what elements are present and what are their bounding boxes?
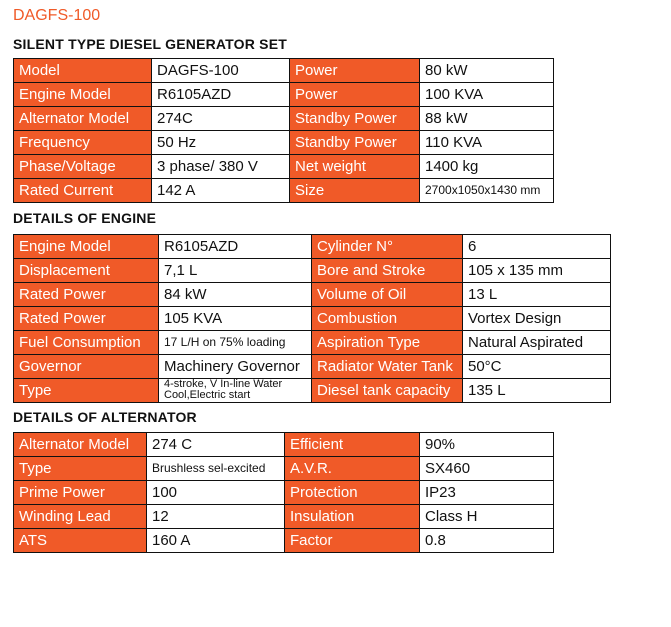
spec-label: Efficient (285, 433, 420, 457)
spec-value: IP23 (420, 481, 554, 505)
engine-spec-table (13, 234, 611, 403)
spec-value: R6105AZD (152, 83, 290, 107)
section-heading-alternator: DETAILS OF ALTERNATOR (13, 409, 197, 425)
spec-label: Winding Lead (14, 505, 147, 529)
table-row (14, 83, 554, 107)
spec-value: 142 A (152, 179, 290, 203)
spec-label: Displacement (14, 259, 159, 283)
table-row (14, 283, 611, 307)
spec-label: Governor (14, 355, 159, 379)
spec-label: Engine Model (14, 235, 159, 259)
spec-label: ATS (14, 529, 147, 553)
table-row (14, 505, 554, 529)
spec-label: Standby Power (290, 107, 420, 131)
table-row (14, 235, 611, 259)
spec-value: 7,1 L (159, 259, 312, 283)
spec-label: Standby Power (290, 131, 420, 155)
table-row (14, 107, 554, 131)
spec-value: 88 kW (420, 107, 554, 131)
spec-value: Brushless sel-excited (147, 457, 285, 481)
spec-label: Fuel Consumption (14, 331, 159, 355)
spec-value: 6 (463, 235, 611, 259)
table-row (14, 307, 611, 331)
table-row (14, 59, 554, 83)
spec-label: Type (14, 457, 147, 481)
spec-value: 274 C (147, 433, 285, 457)
spec-label: Combustion (312, 307, 463, 331)
spec-value: 135 L (463, 379, 611, 403)
spec-label: Power (290, 59, 420, 83)
spec-label: Cylinder N° (312, 235, 463, 259)
spec-value: Natural Aspirated (463, 331, 611, 355)
spec-label: Diesel tank capacity (312, 379, 463, 403)
table-row (14, 529, 554, 553)
spec-value: 50°C (463, 355, 611, 379)
spec-value: 1400 kg (420, 155, 554, 179)
page-title: DAGFS-100 (13, 7, 101, 24)
table-row (14, 259, 611, 283)
spec-label: Volume of Oil (312, 283, 463, 307)
spec-label: Power (290, 83, 420, 107)
spec-value: 100 (147, 481, 285, 505)
spec-value: DAGFS-100 (152, 59, 290, 83)
spec-value: 274C (152, 107, 290, 131)
spec-label: Type (14, 379, 159, 403)
spec-value: 2700x1050x1430 mm (420, 179, 554, 203)
table-row (14, 155, 554, 179)
section-heading-generator: SILENT TYPE DIESEL GENERATOR SET (13, 36, 287, 52)
spec-label: Net weight (290, 155, 420, 179)
spec-value: 105 x 135 mm (463, 259, 611, 283)
spec-value: Vortex Design (463, 307, 611, 331)
spec-label: Engine Model (14, 83, 152, 107)
spec-label: Prime Power (14, 481, 147, 505)
section-heading-engine: DETAILS OF ENGINE (13, 210, 157, 226)
spec-label: Alternator Model (14, 107, 152, 131)
spec-label: Rated Current (14, 179, 152, 203)
spec-value: 50 Hz (152, 131, 290, 155)
spec-label: Insulation (285, 505, 420, 529)
spec-label: Aspiration Type (312, 331, 463, 355)
spec-value: 90% (420, 433, 554, 457)
table-row (14, 481, 554, 505)
spec-label: Model (14, 59, 152, 83)
spec-label: Protection (285, 481, 420, 505)
spec-value: 13 L (463, 283, 611, 307)
table-row (14, 457, 554, 481)
spec-value: 4-stroke, V In-line Water Cool,Electric start (159, 379, 312, 403)
spec-label: Rated Power (14, 307, 159, 331)
spec-value: 3 phase/ 380 V (152, 155, 290, 179)
generator-spec-table (13, 58, 554, 203)
spec-label: A.V.R. (285, 457, 420, 481)
table-row (14, 331, 611, 355)
spec-label: Bore and Stroke (312, 259, 463, 283)
spec-value: SX460 (420, 457, 554, 481)
spec-value: 12 (147, 505, 285, 529)
table-row (14, 179, 554, 203)
spec-value: Class H (420, 505, 554, 529)
table-row (14, 379, 611, 403)
spec-value: 160 A (147, 529, 285, 553)
spec-value: 17 L/H on 75% loading (159, 331, 312, 355)
table-row (14, 131, 554, 155)
spec-label: Phase/Voltage (14, 155, 152, 179)
spec-value: 80 kW (420, 59, 554, 83)
spec-label: Frequency (14, 131, 152, 155)
spec-value: 0.8 (420, 529, 554, 553)
spec-label: Factor (285, 529, 420, 553)
spec-label: Radiator Water Tank (312, 355, 463, 379)
spec-value: Machinery Governor (159, 355, 312, 379)
spec-value: R6105AZD (159, 235, 312, 259)
spec-label: Rated Power (14, 283, 159, 307)
alternator-spec-table (13, 432, 554, 553)
spec-value: 105 KVA (159, 307, 312, 331)
spec-value: 84 kW (159, 283, 312, 307)
spec-value: 100 KVA (420, 83, 554, 107)
spec-value: 110 KVA (420, 131, 554, 155)
spec-label: Size (290, 179, 420, 203)
spec-label: Alternator Model (14, 433, 147, 457)
table-row (14, 355, 611, 379)
table-row (14, 433, 554, 457)
